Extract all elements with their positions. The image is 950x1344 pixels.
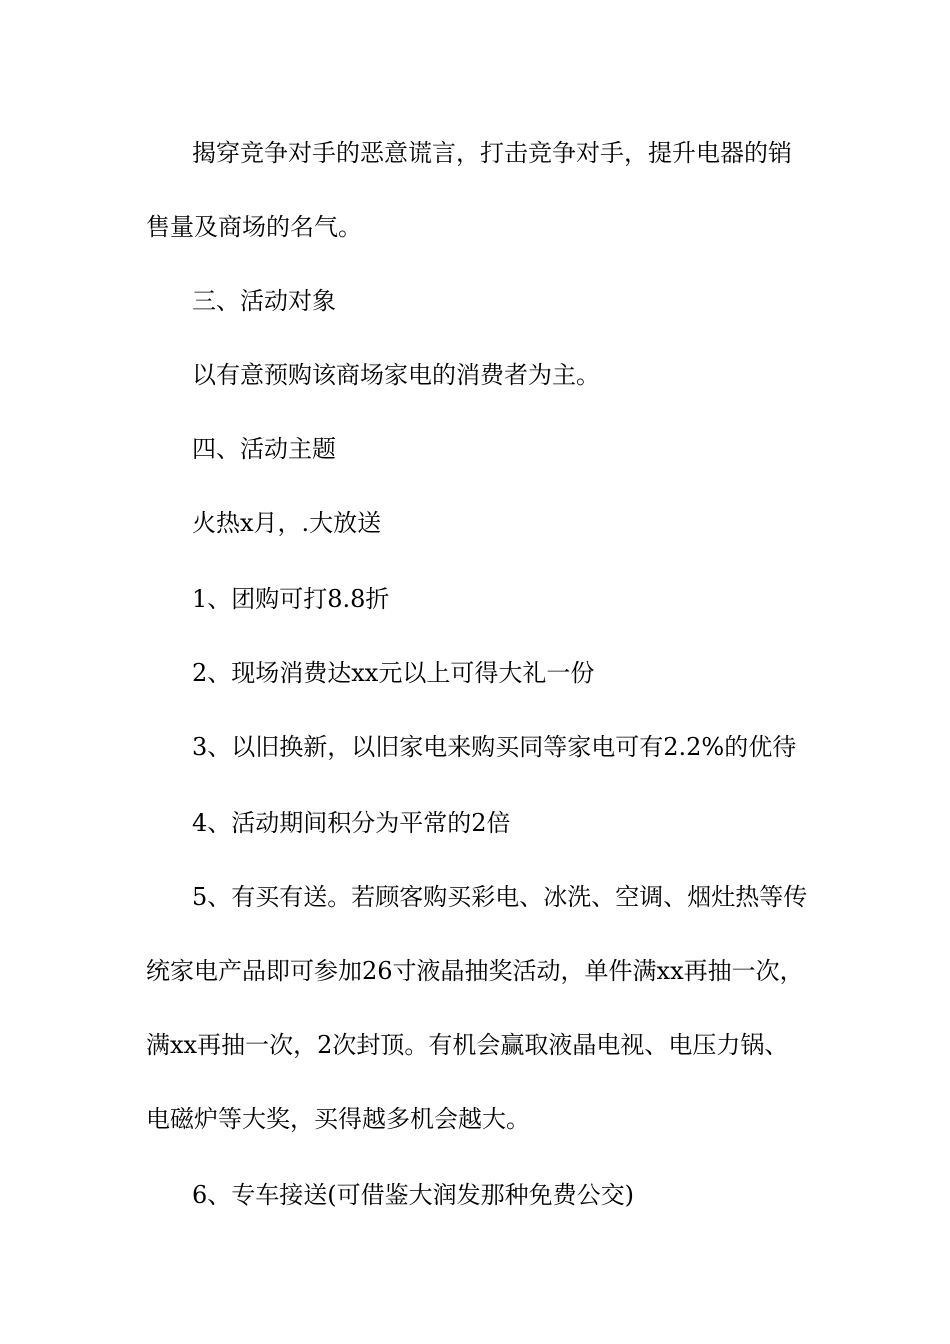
theme-title: 火热x月，.大放送 <box>192 509 382 537</box>
list-item-1: 1、团购可打8.8折 <box>192 585 390 613</box>
list-item-5-cont-3: 电磁炉等大奖，买得越多机会越大。 <box>146 1105 530 1133</box>
paragraph-line-2: 售量及商场的名气。 <box>146 213 362 241</box>
section-heading-activity-theme: 四、活动主题 <box>192 435 336 463</box>
list-item-6: 6、专车接送(可借鉴大润发那种免费公交) <box>192 1181 634 1209</box>
section-heading-activity-target: 三、活动对象 <box>192 287 336 315</box>
list-item-2: 2、现场消费达xx元以上可得大礼一份 <box>192 659 595 687</box>
list-item-4: 4、活动期间积分为平常的2倍 <box>192 809 511 837</box>
list-item-5: 5、有买有送。若顾客购买彩电、冰洗、空调、烟灶热等传 <box>192 883 808 911</box>
list-item-5-cont-2: 满xx再抽一次，2次封顶。有机会赢取液晶电视、电压力锅、 <box>146 1031 789 1059</box>
list-item-5-cont-1: 统家电产品即可参加26寸液晶抽奖活动，单件满xx再抽一次， <box>146 957 804 985</box>
paragraph-line-1: 揭穿竞争对手的恶意谎言，打击竞争对手，提升电器的销 <box>192 139 792 167</box>
paragraph-line-target: 以有意预购该商场家电的消费者为主。 <box>192 361 600 389</box>
list-item-3: 3、以旧换新，以旧家电来购买同等家电可有2.2%的优待 <box>192 733 797 761</box>
